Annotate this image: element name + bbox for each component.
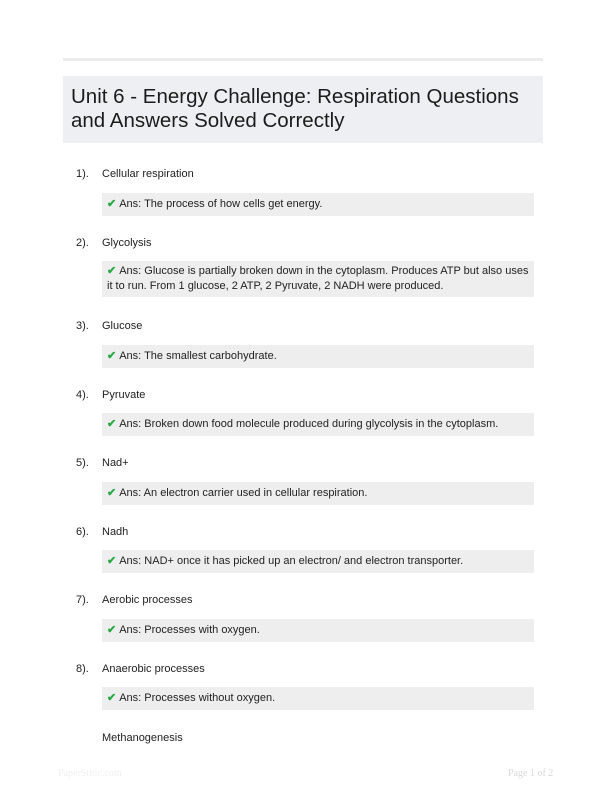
answer-text: Ans: An electron carrier used in cellular respiration.	[119, 487, 368, 499]
question-number: 8).	[76, 663, 89, 675]
checkmark-icon: ✔	[107, 198, 117, 210]
question-number: 3).	[76, 320, 89, 332]
checkmark-icon: ✔	[107, 692, 117, 704]
question-text: Anaerobic processes	[102, 663, 205, 675]
top-divider	[63, 58, 543, 61]
answer-text: Ans: The process of how cells get energy.	[119, 198, 323, 210]
answer-box	[102, 261, 534, 297]
checkmark-icon: ✔	[107, 487, 117, 499]
answer-text: Ans: Processes with oxygen.	[119, 624, 260, 636]
question-text: Aerobic processes	[102, 594, 193, 606]
answer-box	[102, 345, 534, 368]
answer-text: Ans: NAD+ once it has picked up an electron/ and electron transporter.	[119, 555, 464, 567]
question-text: Pyruvate	[102, 389, 146, 401]
answer-text: Ans: Broken down food molecule produced during glycolysis in the cytoplasm.	[119, 418, 499, 430]
title-banner	[63, 76, 543, 143]
question-text: Nad+	[102, 457, 129, 469]
question-text: Glycolysis	[102, 237, 152, 249]
checkmark-icon: ✔	[107, 418, 117, 430]
answer-text: Ans: Processes without oxygen.	[119, 692, 276, 704]
question-text: Glucose	[102, 320, 143, 332]
question-number: 4).	[76, 389, 89, 401]
question-text: Nadh	[102, 526, 129, 538]
page-title: Unit 6 - Energy Challenge: Respiration Questions and Answers Solved Correctly	[71, 85, 519, 132]
question-text: Methanogenesis	[102, 732, 183, 744]
question-number: 1).	[76, 168, 89, 180]
checkmark-icon: ✔	[107, 624, 117, 636]
answer-box	[102, 413, 534, 436]
answer-box	[102, 619, 534, 642]
answer-box	[102, 193, 534, 216]
answer-box	[102, 482, 534, 505]
answer-text: Ans: Glucose is partially broken down in the cytoplasm. Produces ATP but also uses it to run. From 1 glucose, 2 ATP, 2 Pyruvate, 2 NADH were produced.	[107, 265, 529, 292]
question-text: Cellular respiration	[102, 168, 194, 180]
question-number: 2).	[76, 237, 89, 249]
answer-text: Ans: The smallest carbohydrate.	[119, 350, 277, 362]
checkmark-icon: ✔	[107, 555, 117, 567]
question-number: 7).	[76, 594, 89, 606]
answer-box	[102, 550, 534, 573]
answer-box	[102, 687, 534, 710]
checkmark-icon: ✔	[107, 350, 117, 362]
page-number: Page 1 of 2	[508, 768, 554, 779]
question-number: 5).	[76, 457, 89, 469]
question-number: 6).	[76, 526, 89, 538]
checkmark-icon: ✔	[107, 265, 117, 277]
footer-watermark: PaperStitic.com	[58, 768, 122, 779]
